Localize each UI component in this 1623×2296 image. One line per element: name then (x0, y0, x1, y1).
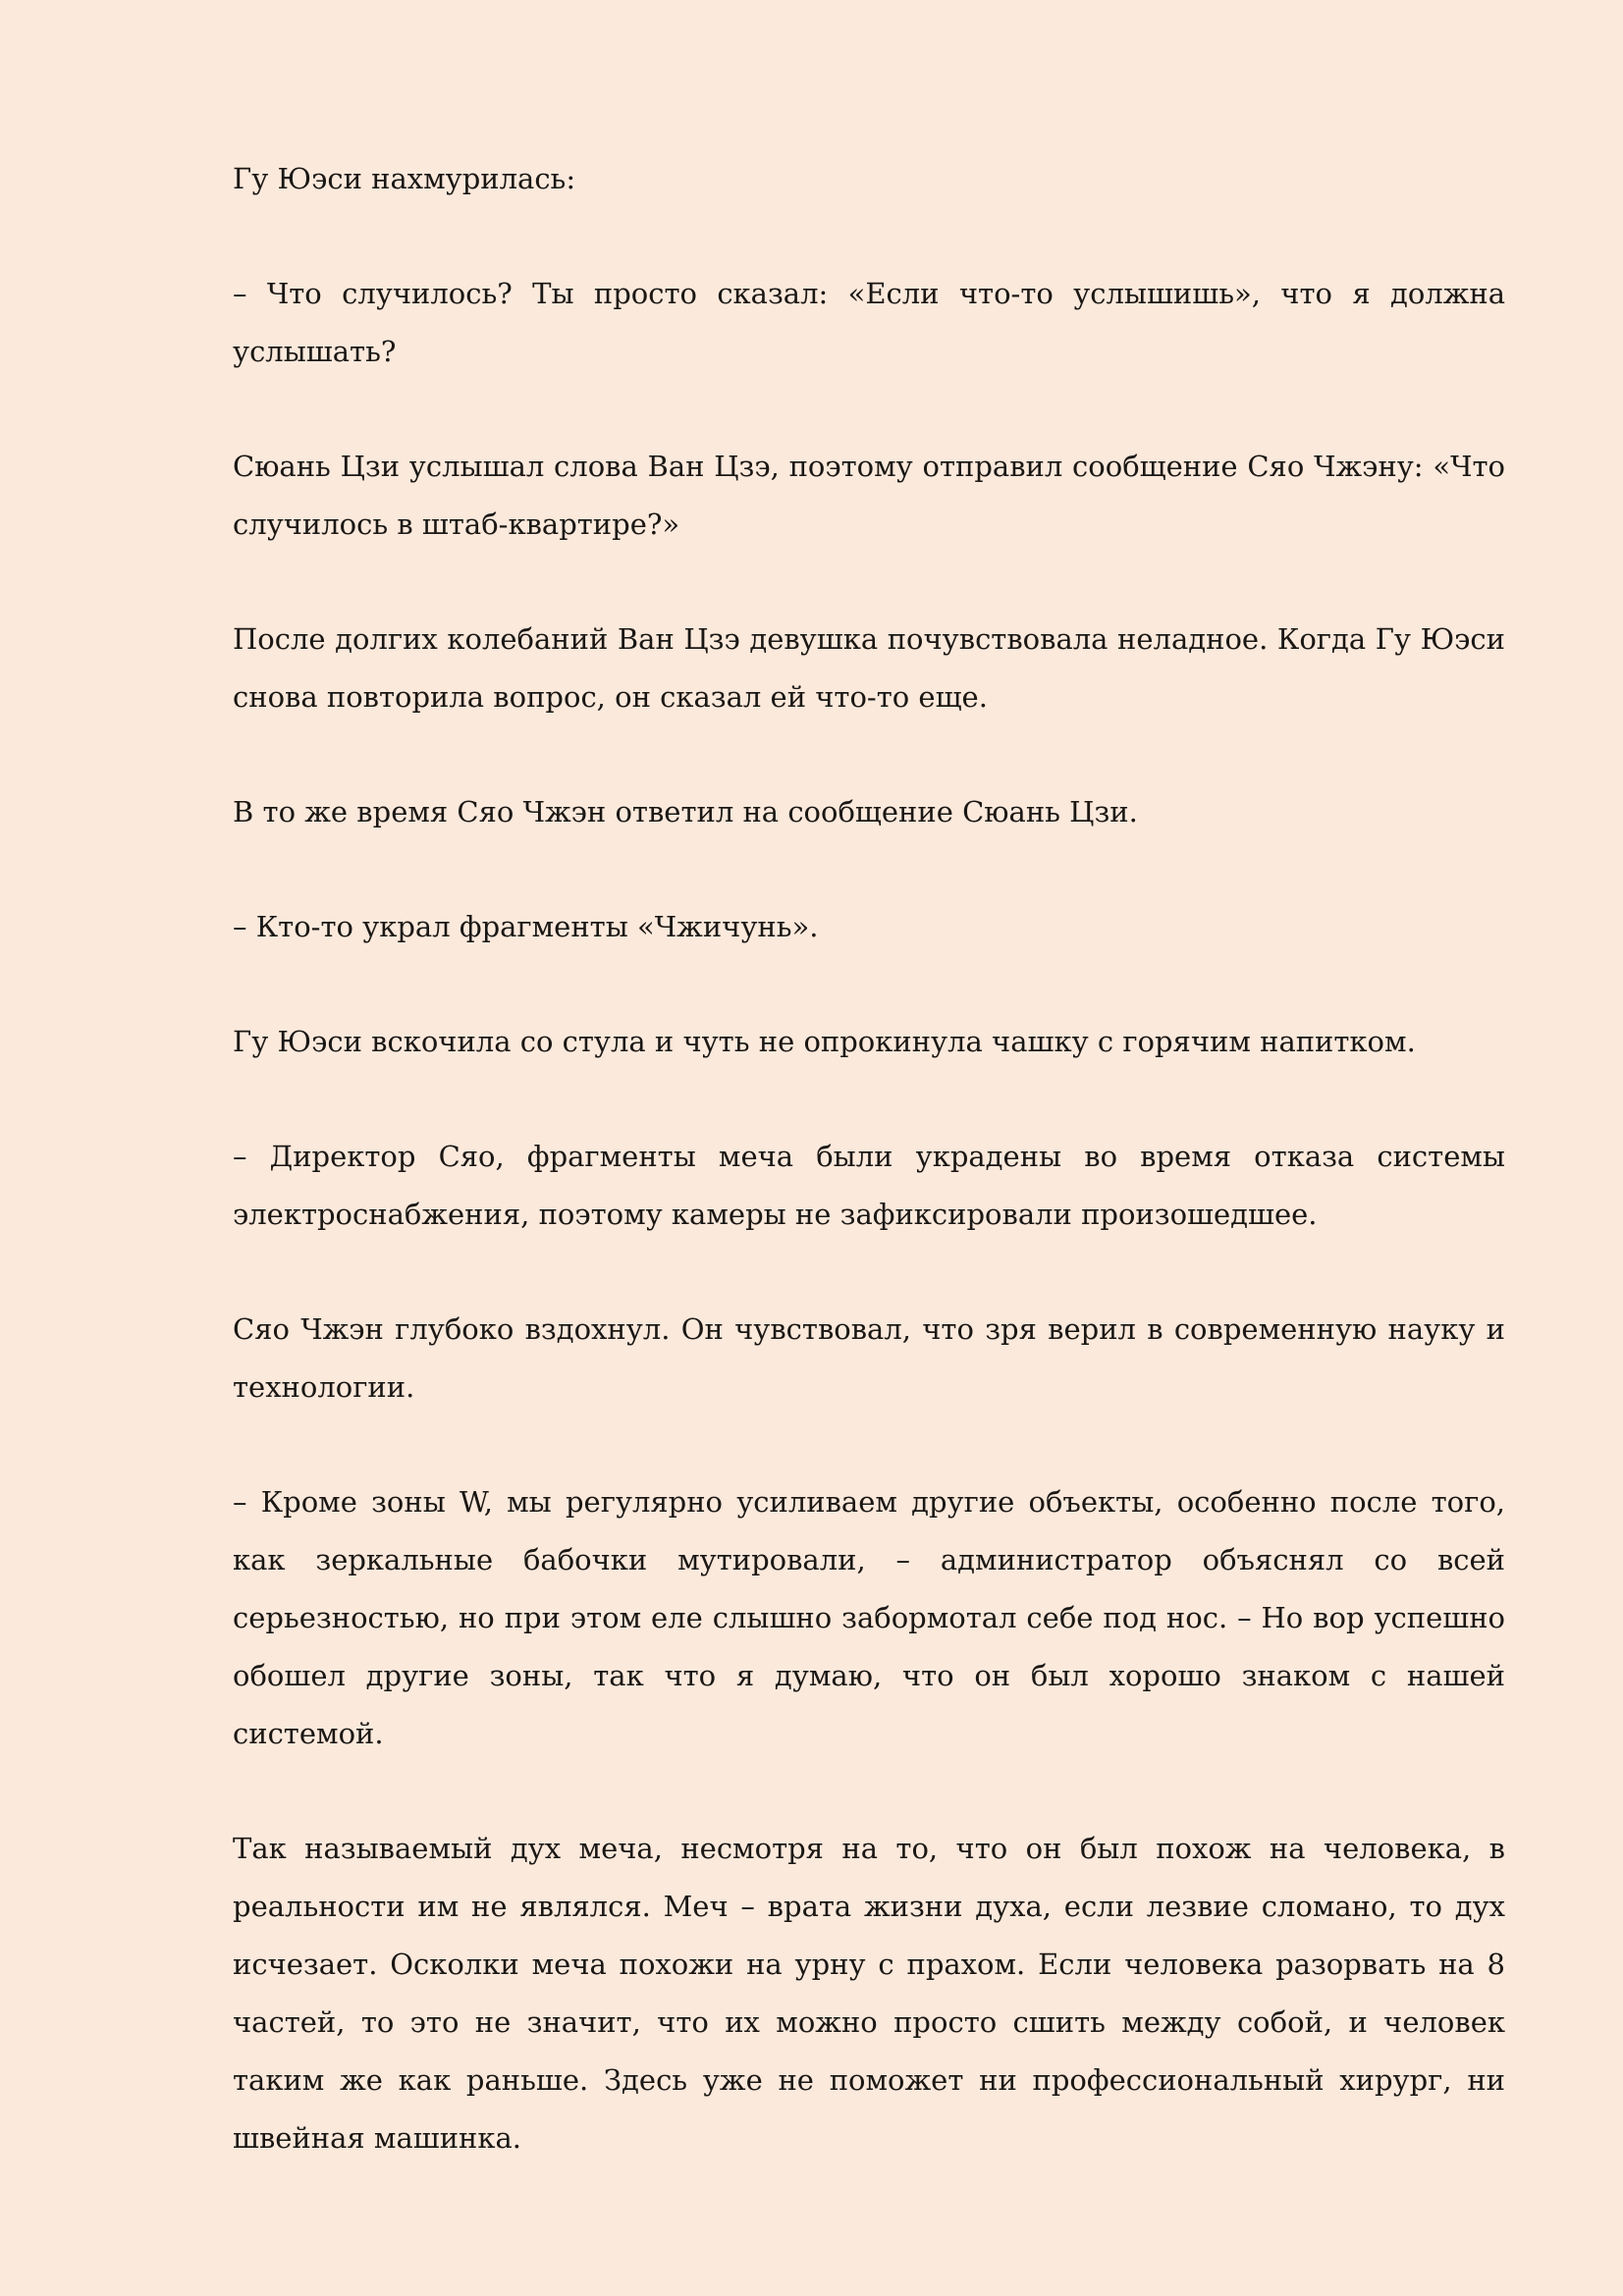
paragraph-5: В то же время Сяо Чжэн ответил на сообщение Сюань Цзи. (233, 795, 1138, 828)
paragraph-1: Гу Юэси нахмурилась: (233, 162, 576, 195)
paragraph-9: Сяо Чжэн глубоко вздохнул. Он чувствовал, что зря верил в современную науку и технологии. (233, 1312, 1505, 1404)
paragraph-2: – Что случилось? Ты просто сказал: «Если что-то услышишь», что я должна услышать? (233, 277, 1505, 368)
paragraph-6: – Кто-то украл фрагменты «Чжичунь». (233, 910, 819, 943)
paragraph-10: – Кроме зоны W, мы регулярно усиливаем другие объекты, особенно после того, как зеркальные бабочки мутировали, – администратор объяснял со всей серьезностью, но при этом еле слышно забормотал себе под нос. – Но вор успешно обошел другие зоны, так что я думаю, что он был хорошо знаком с нашей системой. (233, 1485, 1505, 1750)
paragraph-8: – Директор Сяо, фрагменты меча были украдены во время отказа системы электроснабжения, поэтому камеры не зафиксировали произошедшее. (233, 1140, 1505, 1231)
paragraph-11: Так называемый дух меча, несмотря на то, что он был похож на человека, в реальности им не являлся. Меч – врата жизни духа, если лезвие сломано, то дух исчезает. Осколки меча похожи на урну с прахом. Если человека разорвать на 8 частей, то это не значит, что их можно просто сшить между собой, и человек таким же как раньше. Здесь уже не поможет ни профессиональный хирург, ни швейная машинка. (233, 1832, 1505, 2155)
paragraph-7: Гу Юэси вскочила со стула и чуть не опрокинула чашку с горячим напитком. (233, 1025, 1416, 1058)
paragraph-3: Сюань Цзи услышал слова Ван Цзэ, поэтому отправил сообщение Сяо Чжэну: «Что случилось в штаб-квартире?» (233, 450, 1505, 541)
paragraph-4: После долгих колебаний Ван Цзэ девушка почувствовала неладное. Когда Гу Юэси снова повторила вопрос, он сказал ей что-то еще. (233, 622, 1505, 714)
